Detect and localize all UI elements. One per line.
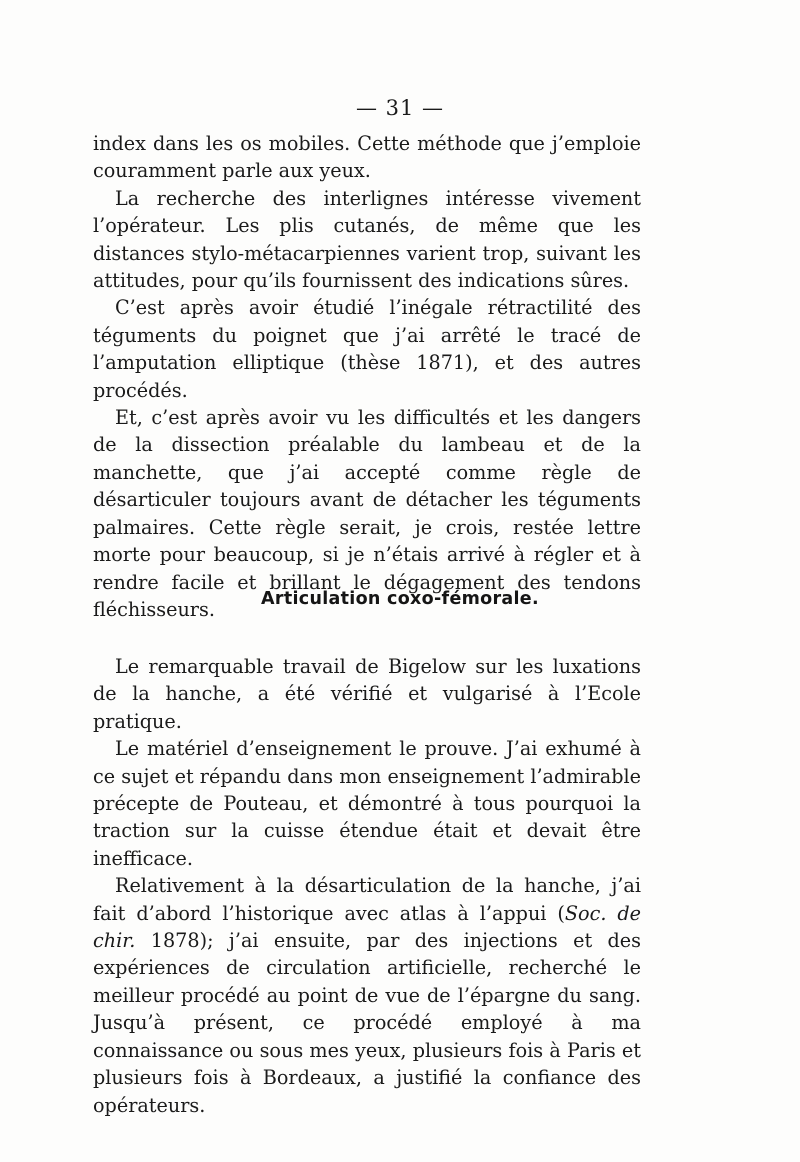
paragraph: Le matériel d’enseignement le prouve. J’ai exhumé à ce sujet et répandu dans mon enseignement l’admirable précepte de Pouteau, et démontré à tous pourquoi la traction sur la cuisse étendue était et devait être inefficace.: [93, 737, 641, 870]
paragraph: index dans les os mobiles. Cette méthode que j’emploie couramment parle aux yeux.: [93, 132, 641, 183]
body-text-bottom: [93, 653, 641, 1119]
paragraph-text: 1878); j’ai ensuite, par des injections et des expériences de circulation artificielle, recherché le meilleur procédé au point de vue de l’épargne du sang. Jusqu’à présent, ce procédé employé à ma connaissance ou sous mes yeux, plusieurs fois à Paris et plusieurs fois à Bordeaux, a justifié la confiance des opérateurs.: [93, 929, 641, 1117]
section-heading: Articulation coxo-fémorale.: [261, 589, 539, 609]
page-number: — 31 —: [355, 96, 445, 120]
paragraph: [93, 872, 641, 1119]
paragraph-text: Relativement à la désarticulation de la hanche, j’ai fait d’abord l’historique avec atlas à l’appui (: [93, 874, 641, 925]
paragraph: Le remarquable travail de Bigelow sur les luxations de la hanche, a été vérifié et vulgarisé à l’Ecole pratique.: [93, 655, 641, 733]
body-text-top: [93, 130, 641, 623]
journal-citation: Soc. de chir.: [93, 901, 641, 953]
paragraph: Et, c’est après avoir vu les difficultés et les dangers de la dissection préalable du lambeau et de la manchette, que j’ai accepté comme règle de désarticuler toujours avant de détacher les téguments palmaires. Cette règle serait, je crois, restée lettre morte pour beaucoup, si je n’étais arrivé à régler et à rendre facile et brillant le dégagement des tendons fléchisseurs.: [93, 406, 641, 621]
paragraph: C’est après avoir étudié l’inégale rétractilité des téguments du poignet que j’ai arrêté le tracé de l’amputation elliptique (thèse 1871), et des autres procédés.: [93, 296, 641, 402]
paragraph: La recherche des interlignes intéresse vivement l’opérateur. Les plis cutanés, de même que les distances stylo-métacarpiennes varient trop, suivant les attitudes, pour qu’ils fournissent des indications sûres.: [93, 186, 641, 293]
